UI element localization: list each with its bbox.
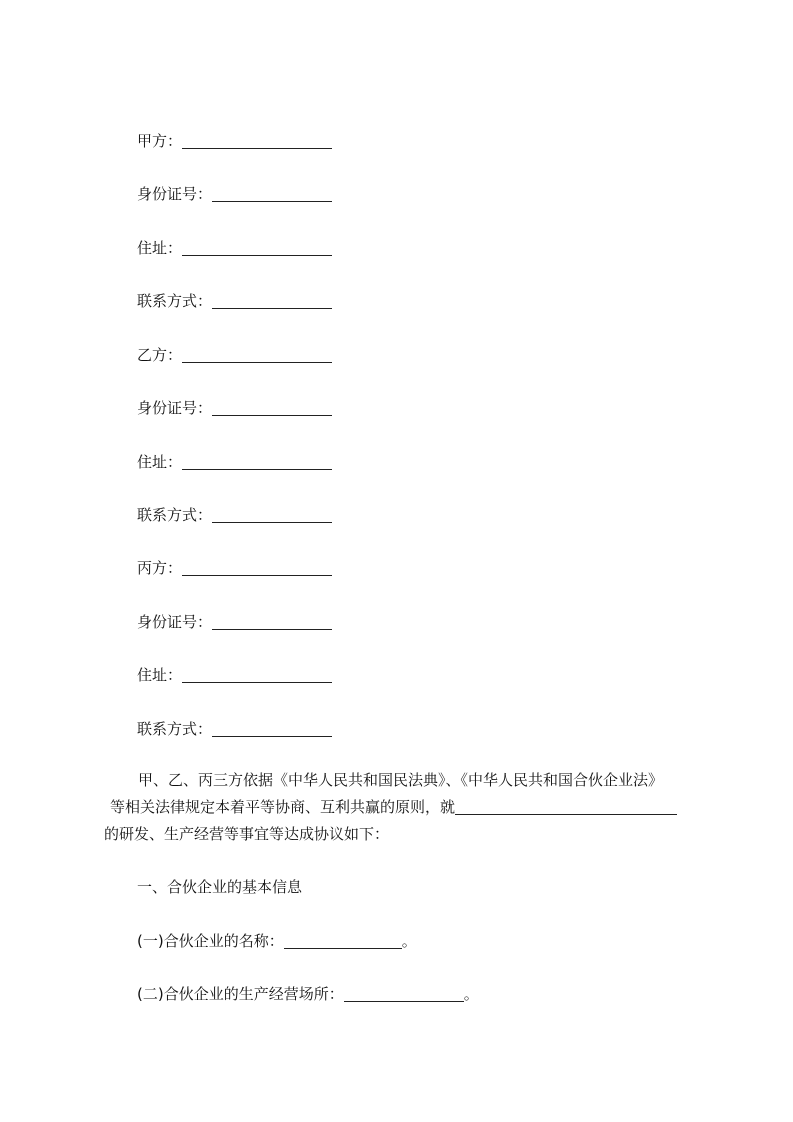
party-b-contact-row [137,504,332,526]
party-c-row [137,557,332,579]
party-b-address-blank[interactable] [182,453,332,470]
party-c-address-row [137,664,332,686]
party-b-id-blank[interactable] [212,399,332,416]
party-c-contact-label: 联系方式： [137,720,213,738]
party-b-id-label: 身份证号： [137,399,213,417]
party-c-id-blank[interactable] [212,613,332,630]
party-c-blank[interactable] [182,559,332,576]
intro-line-2 [104,794,704,821]
business-location-blank[interactable] [344,985,464,1002]
party-c-label: 丙方： [137,559,183,577]
party-a-contact-row [137,290,332,312]
party-b-id-row [137,397,332,419]
party-b-contact-blank[interactable] [212,506,332,523]
party-c-contact-row [137,718,332,740]
item-2-label: (二)合伙企业的生产经营场所： [137,985,344,1003]
item-1-label: (一)合伙企业的名称： [137,932,284,950]
intro-paragraph [104,767,704,848]
item-2-suffix: 。 [463,985,479,1003]
section-1-title: 一、合伙企业的基本信息 [137,878,303,896]
party-a-id-row [137,183,332,205]
intro-line-1: 甲、乙、丙三方依据《中华人民共和国民法典》、《中华人民共和国合伙企业法》 [138,771,664,789]
party-c-id-row [137,611,332,633]
subject-blank[interactable] [455,798,677,815]
party-a-id-label: 身份证号： [137,185,213,203]
party-a-id-blank[interactable] [212,185,332,202]
party-b-address-row [137,451,332,473]
enterprise-name-blank[interactable] [284,932,402,949]
party-a-contact-blank[interactable] [212,292,332,309]
section-1-item-2 [137,983,479,1005]
party-b-contact-label: 联系方式： [137,506,213,524]
section-1-item-1 [137,930,417,952]
party-c-contact-blank[interactable] [212,720,332,737]
party-b-address-label: 住址： [137,453,183,471]
party-a-address-blank[interactable] [182,239,332,256]
party-c-id-label: 身份证号： [137,613,213,631]
party-b-label: 乙方： [137,346,183,364]
party-c-address-blank[interactable] [182,666,332,683]
item-1-suffix: 。 [401,932,417,950]
party-a-address-row [137,237,332,259]
party-c-address-label: 住址： [137,666,183,684]
party-a-label: 甲方： [137,132,183,150]
party-b-row [137,344,332,366]
party-a-row [137,130,332,152]
intro-line-3: 的研发、生产经营等事宜等达成协议如下： [104,825,390,843]
intro-line-2-text: 等相关法律规定本着平等协商、互利共赢的原则，就 [110,798,456,816]
party-a-contact-label: 联系方式： [137,292,213,310]
party-a-blank[interactable] [182,132,332,149]
party-b-blank[interactable] [182,346,332,363]
party-a-address-label: 住址： [137,239,183,257]
